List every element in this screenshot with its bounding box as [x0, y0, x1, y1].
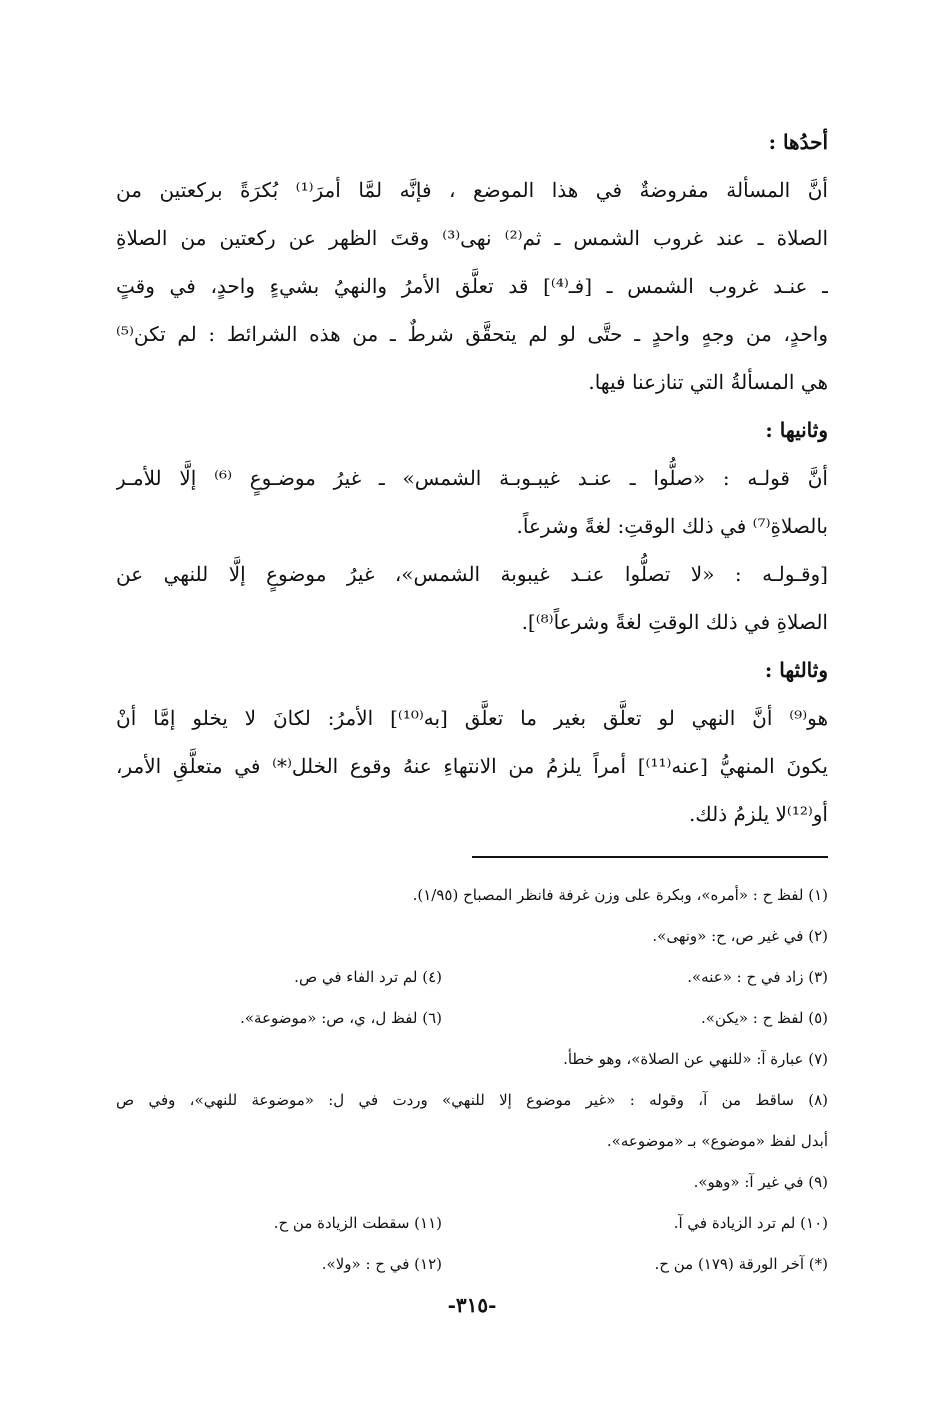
footnote-8-line-2: أبدل لفظ «موضوع» بـ «موضوعه». — [606, 1132, 828, 1150]
footnote-star: (*) آخر الورقة (١٧٩) من ح. — [654, 1255, 828, 1273]
para1-line-1: أنَّ المسألة مفروضةٌ في هذا الموضع ، فإنَّه لمَّا أمرَ⁽¹⁾ بُكرَةً بركعتين من — [116, 178, 828, 202]
page-number: -٣١٥- — [447, 1293, 497, 1317]
main-text — [116, 118, 828, 838]
footnotes — [116, 875, 828, 1285]
para2-line-1: أنَّ قولـه : «صلُّوا ـ عنـد غيبـوبـة الشمس» ـ غيرُ موضـوعٍ ⁽⁶⁾ إلَّا للأمـر — [116, 466, 828, 490]
footnote-8-line-1: (٨) ساقط من آ، وقوله : «غير موضوع إلا للنهي» وردت في ل: «موضوعة للنهي»، وفي ص — [116, 1091, 828, 1109]
footnote-7: (٧) عبارة آ: «للنهي عن الصلاة»، وهو خطأ. — [563, 1050, 828, 1068]
para2-line-2: بالصلاةِ⁽⁷⁾ في ذلك الوقتِ: لغةً وشرعاً. — [516, 514, 828, 538]
para4-line-3: أو⁽¹²⁾لا يلزمُ ذلك. — [688, 802, 828, 826]
footnote-4: (٤) لم ترد الفاء في ص. — [294, 968, 442, 986]
footnote-2: (٢) في غير ص، ح: «ونهى». — [652, 927, 828, 945]
footnote-6: (٦) لفظ ل، ي، ص: «موضوعة». — [240, 1009, 442, 1027]
heading-third: وثالثها : — [764, 658, 828, 682]
para4-line-2: يكونَ المنهيُّ [عنه⁽¹¹⁾] أمراً يلزمُ من الانتهاءِ عنهُ وقوع الخلل⁽*⁾ في متعلَّقِ الأمر، — [116, 754, 828, 778]
para1-line-2: الصلاة ـ عند غروب الشمس ـ ثم⁽²⁾ نهى⁽³⁾ وقتَ الظهر عن ركعتين من الصلاةِ — [116, 226, 828, 250]
footnote-row-star-12 — [116, 1244, 828, 1285]
footnote-3: (٣) زاد في ح : «عنه». — [687, 968, 828, 986]
footnote-row-10-11 — [116, 1203, 828, 1244]
para1-line-3: ـ عنـد غروب الشمس ـ [فـ⁽⁴⁾] قد تعلَّق الأمرُ والنهيُ بشيءٍ واحدٍ، في وقتٍ — [116, 274, 828, 298]
footnote-separator — [472, 856, 828, 858]
para1-line-4: واحدٍ، من وجهٍ واحدٍ ـ حتَّى لو لم يتحقَّق شرطٌ ـ من هذه الشرائط : لم تكن⁽⁵⁾ — [116, 322, 828, 346]
footnote-row-3-4 — [116, 957, 828, 998]
para3-line-1: [وقـولـه : «لا تصلُّوا عنـد غيبوبة الشمس»، غيرُ موضوعٍ إلَّا للنهي عن — [116, 562, 828, 586]
footnote-11: (١١) سقطت الزيادة من ح. — [273, 1214, 442, 1232]
footnote-12: (١٢) في ح : «ولا». — [321, 1255, 442, 1273]
footnote-row-5-6 — [116, 998, 828, 1039]
para3-line-2: الصلاةِ في ذلك الوقتِ لغةً وشرعاً⁽⁸⁾]. — [521, 610, 828, 634]
heading-second: وثانيها : — [765, 418, 828, 442]
footnote-10: (١٠) لم ترد الزيادة في آ. — [673, 1214, 828, 1232]
footnote-9: (٩) في غير آ: «وهو». — [693, 1173, 828, 1191]
heading-first: أحدُها : — [768, 130, 828, 154]
footnote-1: (١) لفظ ح : «أمره»، وبكرة على وزن غرفة فانظر المصباح (١/٩٥). — [412, 886, 828, 904]
footnote-5: (٥) لفظ ح : «يكن». — [701, 1009, 828, 1027]
para4-line-1: هو⁽⁹⁾ أنَّ النهي لو تعلَّق بغير ما تعلَّق [به⁽¹⁰⁾] الأمرُ: لكانَ لا يخلو إمَّا أنْ — [116, 706, 828, 730]
para1-line-5: هي المسألةُ التي تنازعنا فيها. — [588, 370, 828, 394]
